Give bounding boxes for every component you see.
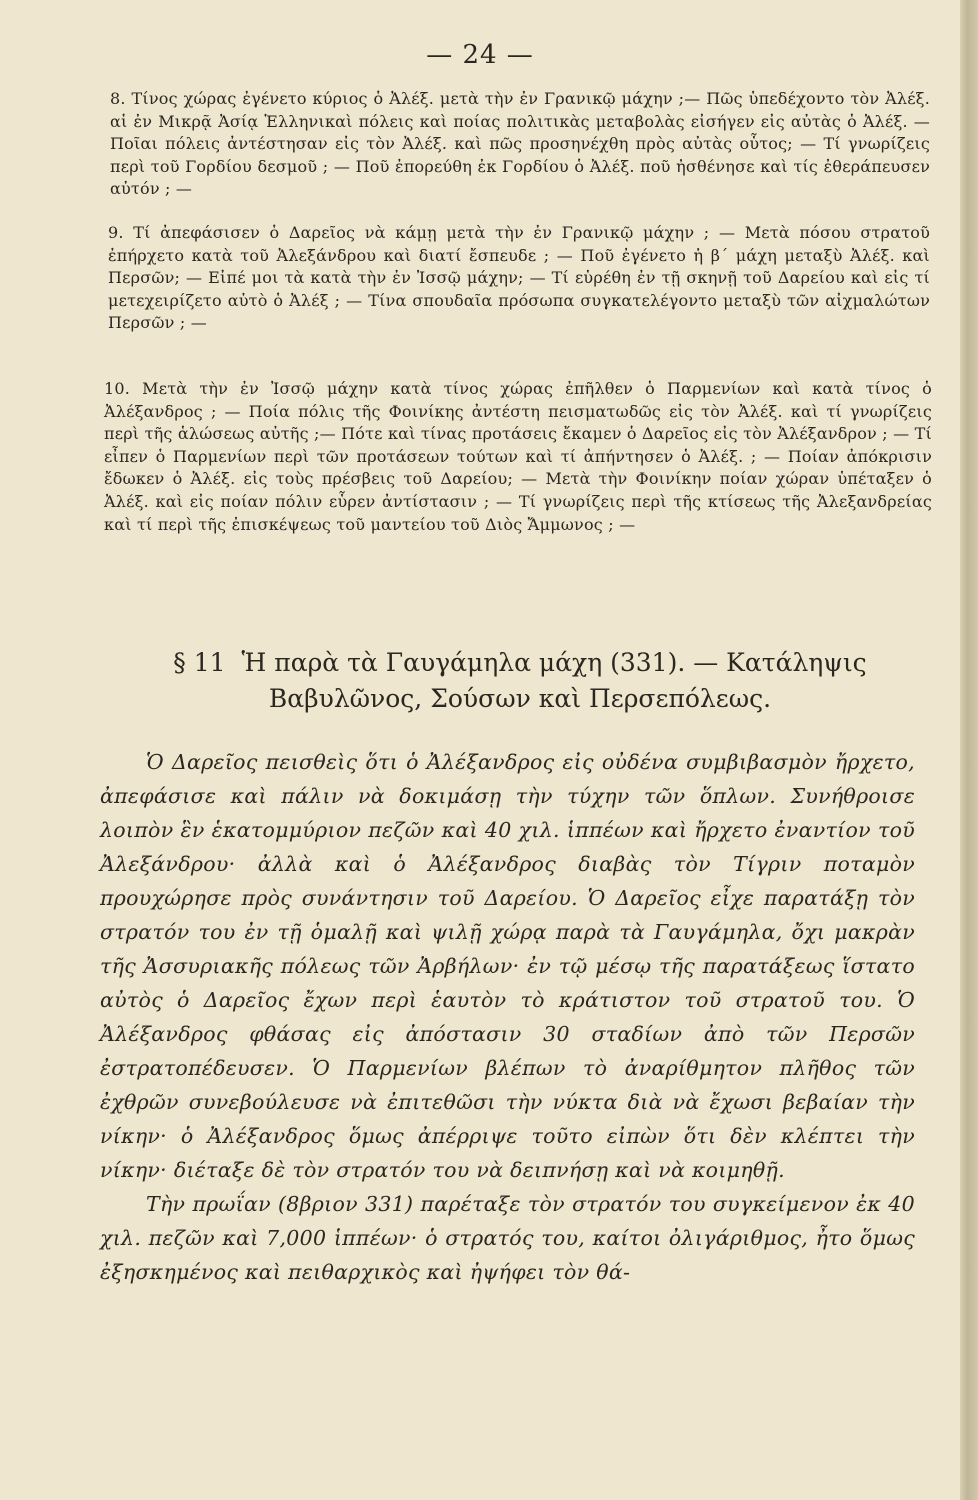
question-number: 10. — [104, 379, 131, 398]
question-8 — [110, 88, 930, 201]
question-text: Τίνος χώρας ἐγένετο κύριος ὁ Ἀλέξ. μετὰ τὴν ἐν Γρανικῷ μάχην ;— Πῶς ὑπεδέχοντο τὸν Ἀλέξ. αἱ ἐν Μικρᾷ Ἀσίᾳ Ἑλληνικαὶ πόλεις καὶ ποίας πολιτικὰς μεταβολὰς εἰσήγεν εἰς αὐτὰς ὁ Ἀλέξ. — Ποῖαι πόλεις ἀντέστησαν εἰς τὸν Ἀλέξ. καὶ πῶς προσηνέχθη πρὸς αὐτὰς οὗτος; — Τί γνωρίζεις περὶ τοῦ Γορδίου δεσμοῦ ; — Ποῦ ἐπορεύθη ἐκ Γορδίου ὁ Ἀλέξ. ποῦ ἠσθένησε καὶ τίς ἐθεράπευσεν αὐτόν ; — — [110, 89, 930, 199]
page-number: — 24 — — [426, 40, 534, 70]
paragraph: Τὴν πρωΐαν (8βριον 331) παρέταξε τὸν στρατόν του συγκείμενον ἐκ 40 χιλ. πεζῶν καὶ 7,000 ἱππέων· ὁ στρατός του, καίτοι ὀλιγάριθμος, ἦτο ὅμως ἐξησκημένος καὶ πειθαρχικὸς καὶ ἠψήφει τὸν θά- — [100, 1192, 915, 1284]
question-9 — [108, 222, 930, 335]
section-symbol: § 11 — [173, 648, 226, 677]
question-10 — [104, 378, 932, 536]
page-edge — [960, 0, 978, 1500]
question-number: 9. — [108, 223, 124, 242]
question-text: Μετὰ τὴν ἐν Ἰσσῷ μάχην κατὰ τίνος χώρας ἐπῆλθεν ὁ Παρμενίων καὶ κατὰ τίνος ὁ Ἀλέξανδρος ; — Ποία πόλις τῆς Φοινίκης ἀντέστη πεισματωδῶς εἰς τὸν Ἀλέξ. καὶ τί γνωρίζεις περὶ τῆς ἁλώσεως αὐτῆς ;— Πότε καὶ τίνας προτάσεις ἔκαμεν ὁ Δαρεῖος εἰς τὸν Ἀλέξανδρον ; — Τί εἶπεν ὁ Παρμενίων περὶ τῶν προτάσεων τούτων καὶ τί ἀπήντησεν ὁ Ἀλέξ. ; — Ποίαν ἀπόκρισιν ἔδωκεν ὁ Ἀλέξ. εἰς τοὺς πρέσβεις τοῦ Δαρείου; — Μετὰ τὴν Φοινίκην ποίαν χώραν ὑπέταξεν ὁ Ἀλέξ. καὶ εἰς ποίαν πόλιν εὗρεν ἀντίστασιν ; — Τί γνωρίζεις περὶ τῆς κτίσεως τῆς Ἀλεξανδρείας καὶ τί περὶ τῆς ἐπισκέψεως τοῦ μαντείου τοῦ Διὸς Ἄμμωνος ; — — [104, 379, 932, 534]
question-number: 8. — [110, 89, 126, 108]
main-text — [100, 745, 915, 1289]
section-title: Ἡ παρὰ τὰ Γαυγάμηλα μάχη (331). — Κατάληψις Βαβυλῶνος, Σούσων καὶ Περσεπόλεως. — [241, 648, 867, 713]
question-text: Τί ἀπεφάσισεν ὁ Δαρεῖος νὰ κάμῃ μετὰ τὴν ἐν Γρανικῷ μάχην ; — Μετὰ πόσου στρατοῦ ἐπήρχετο κατὰ τοῦ Ἀλεξάνδρου καὶ διατί ἔσπευδε ; — Ποῦ ἐγένετο ἡ β΄ μάχη μεταξὺ Ἀλέξ. καὶ Περσῶν; — Εἰπέ μοι τὰ κατὰ τὴν ἐν Ἰσσῷ μάχην; — Τί εὑρέθη ἐν τῇ σκηνῇ τοῦ Δαρείου καὶ εἰς τί μετεχειρίζετο αὐτὸ ὁ Ἀλέξ ; — Τίνα σπουδαῖα πρόσωπα συγκατελέγοντο μεταξὺ τῶν αἰχμαλώτων Περσῶν ; — — [108, 223, 931, 333]
paragraph: Ὁ Δαρεῖος πεισθεὶς ὅτι ὁ Ἀλέξανδρος εἰς οὐδένα συμβιβασμὸν ἤρχετο, ἀπεφάσισε καὶ πάλιν νὰ δοκιμάσῃ τὴν τύχην τῶν ὅπλων. Συνήθροισε λοιπὸν ἓν ἑκατομμύριον πεζῶν καὶ 40 χιλ. ἱππέων καὶ ἤρχετο ἐναντίον τοῦ Ἀλεξάνδρου· ἀλλὰ καὶ ὁ Ἀλέξανδρος διαβὰς τὸν Τίγριν ποταμὸν προυχώρησε πρὸς συνάντησιν τοῦ Δαρείου. Ὁ Δαρεῖος εἶχε παρατάξῃ τὸν στρατόν του ἐν τῇ ὁμαλῇ καὶ ψιλῇ χώρᾳ παρὰ τὰ Γαυγάμηλα, ὄχι μακρὰν τῆς Ἀσσυριακῆς πόλεως τῶν Ἀρβήλων· ἐν τῷ μέσῳ τῆς παρατάξεως ἵστατο αὐτὸς ὁ Δαρεῖος ἔχων περὶ ἑαυτὸν τὸ κράτιστον τοῦ στρατοῦ του. Ὁ Ἀλέξανδρος φθάσας εἰς ἀπόστασιν 30 σταδίων ἀπὸ τῶν Περσῶν ἐστρατοπέδευσεν. Ὁ Παρμενίων βλέπων τὸ ἀναρίθμητον πλῆθος τῶν ἐχθρῶν συνεβούλευσε νὰ ἐπιτεθῶσι τὴν νύκτα διὰ νὰ ἔχωσι βεβαίαν τὴν νίκην· ὁ Ἀλέξανδρος ὅμως ἀπέρριψε τοῦτο εἰπὼν ὅτι δὲν κλέπτει τὴν νίκην· διέταξε δὲ τὸν στρατόν του νὰ δειπνήσῃ καὶ νὰ κοιμηθῇ. — [100, 750, 915, 1182]
section-heading — [140, 645, 900, 717]
